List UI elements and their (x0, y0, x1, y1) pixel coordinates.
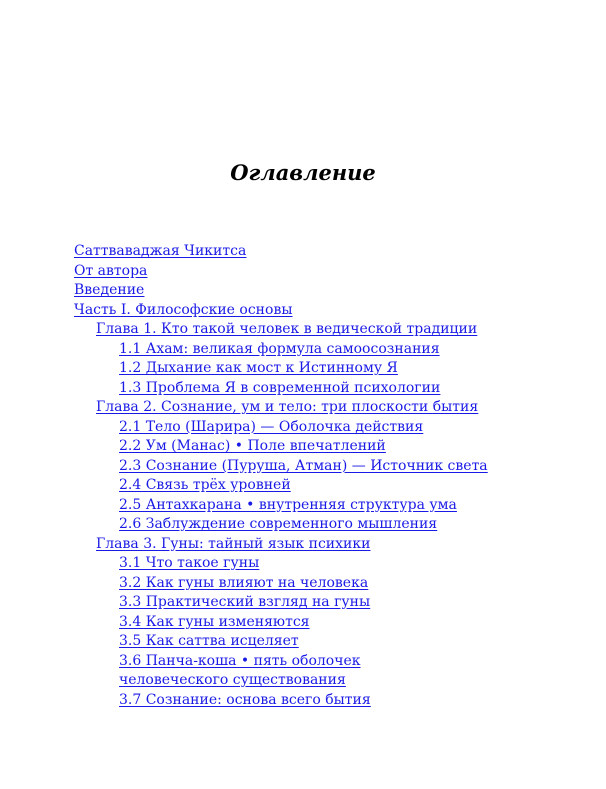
toc-link-section[interactable] (74, 359, 554, 379)
toc-link-text[interactable]: От автора (74, 262, 148, 279)
toc-link-text[interactable]: 3.4 Как гуны изменяются (119, 613, 310, 630)
toc-link-chapter[interactable] (74, 535, 554, 555)
toc-link-text[interactable]: 3.6 Панча-коша • пять оболочек человеческого существования (119, 652, 361, 688)
toc-link-text[interactable]: 3.3 Практический взгляд на гуны (119, 594, 371, 610)
toc-link-chapter[interactable] (74, 320, 554, 340)
toc-link-section[interactable] (74, 554, 554, 574)
table-of-contents (74, 242, 554, 710)
toc-link-section[interactable] (74, 652, 469, 691)
toc-link-text[interactable]: Часть I. Философские основы (74, 301, 293, 318)
toc-link-text[interactable]: 3.2 Как гуны влияют на человека (119, 574, 369, 591)
toc-link-text[interactable]: 1.1 Ахам: великая формула самоосознания (119, 340, 440, 357)
toc-link-section[interactable] (74, 691, 554, 711)
toc-link-section[interactable] (74, 476, 554, 496)
toc-link-section[interactable] (74, 593, 554, 613)
page-title: Оглавление (230, 160, 376, 185)
toc-link-text[interactable]: 2.2 Ум (Манас) • Поле впечатлений (119, 438, 386, 454)
toc-link-section[interactable] (74, 340, 554, 360)
toc-link-text[interactable]: Саттваваджая Чикитса (74, 243, 247, 259)
toc-link-chapter[interactable] (74, 398, 554, 418)
toc-link-section[interactable] (74, 496, 554, 516)
toc-link-text[interactable]: Глава 1. Кто такой человек в ведической традиции (96, 321, 478, 337)
toc-link-part[interactable] (74, 301, 554, 321)
toc-link-section[interactable] (74, 515, 554, 535)
toc-link-part[interactable] (74, 262, 554, 282)
toc-link-section[interactable] (74, 379, 554, 399)
toc-link-text[interactable]: 2.4 Связь трёх уровней (119, 477, 291, 493)
toc-link-section[interactable] (74, 613, 554, 633)
toc-link-section[interactable] (74, 457, 554, 477)
toc-link-text[interactable]: 3.7 Сознание: основа всего бытия (119, 691, 371, 708)
toc-link-text[interactable]: 2.3 Сознание (Пуруша, Атман) — Источник света (119, 457, 488, 474)
toc-link-text[interactable]: 3.5 Как саттва исцеляет (119, 633, 299, 649)
toc-link-text[interactable]: Глава 2. Сознание, ум и тело: три плоскости бытия (96, 399, 479, 415)
toc-link-text[interactable]: 1.3 Проблема Я в современной психологии (119, 379, 441, 396)
toc-link-text[interactable]: 1.2 Дыхание как мост к Истинному Я (119, 360, 398, 376)
toc-link-section[interactable] (74, 437, 554, 457)
toc-link-text[interactable]: 2.5 Антахкарана • внутренняя структура ума (119, 496, 457, 513)
toc-link-text[interactable]: 3.1 Что такое гуны (119, 555, 260, 571)
toc-link-part[interactable] (74, 242, 554, 262)
toc-link-text[interactable]: Глава 3. Гуны: тайный язык психики (96, 535, 371, 552)
toc-link-section[interactable] (74, 574, 554, 594)
toc-link-section[interactable] (74, 632, 554, 652)
toc-link-section[interactable] (74, 418, 554, 438)
toc-link-text[interactable]: 2.6 Заблуждение современного мышления (119, 516, 438, 532)
toc-link-part[interactable] (74, 281, 554, 301)
toc-link-text[interactable]: 2.1 Тело (Шарира) — Оболочка действия (119, 418, 424, 435)
toc-link-text[interactable]: Введение (74, 282, 145, 298)
